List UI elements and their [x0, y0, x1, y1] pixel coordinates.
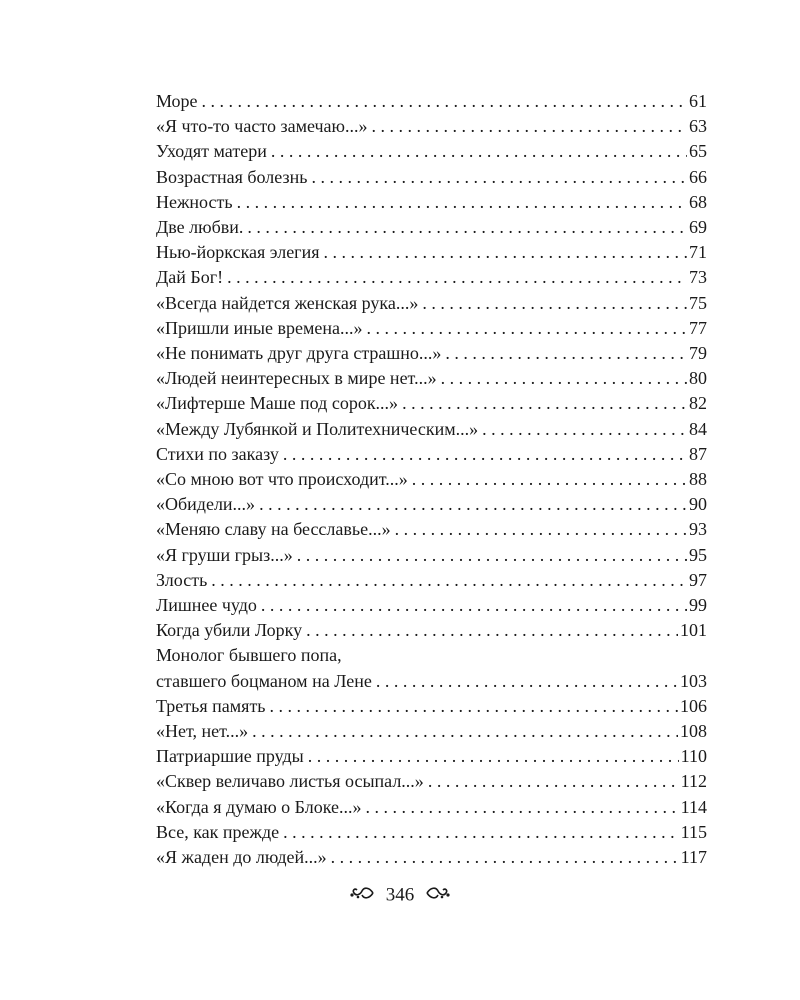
toc-entry-title: Лишнее чудо: [156, 595, 257, 616]
dot-leader: [252, 719, 678, 744]
dot-leader: [270, 694, 678, 719]
dot-leader: [237, 190, 687, 215]
dot-leader: [202, 89, 687, 114]
toc-entry: [156, 215, 707, 240]
dot-leader: [283, 442, 687, 467]
toc-entry-page: 97: [689, 569, 707, 590]
toc-entry-title: «Лифтерше Маше под сорок...»: [156, 393, 399, 414]
toc-entry-page: 63: [689, 116, 707, 137]
toc-entry: [156, 820, 707, 845]
toc-entry-title-line2: ставшего боцманом на Лене: [156, 670, 372, 691]
toc-entry-page: 93: [689, 519, 707, 540]
toc-entry-page: 71: [689, 242, 707, 263]
toc-entry-page: 77: [689, 317, 707, 338]
toc-entry-page: 101: [680, 620, 707, 641]
toc-entry-title: «Когда я думаю о Блоке...»: [156, 796, 362, 817]
toc-entry: [156, 316, 707, 341]
toc-entry-title: «Со мною вот что происходит...»: [156, 469, 408, 490]
dot-leader: [323, 240, 687, 265]
toc-entry: [156, 89, 707, 114]
toc-entry-page: 99: [689, 595, 707, 616]
toc-entry-title: Уходят матери: [156, 141, 267, 162]
toc-entry-page: 106: [680, 695, 707, 716]
toc-entry: [156, 265, 707, 290]
toc-entry-page: 88: [689, 469, 707, 490]
page-footer: [0, 884, 800, 907]
toc-entry-page: 103: [680, 670, 707, 691]
toc-entry-title: «Я груши грыз...»: [156, 544, 293, 565]
toc-entry-title: «Между Лубянкой и Политехническим...»: [156, 418, 479, 439]
dot-leader: [283, 820, 679, 845]
toc-entry: [156, 190, 707, 215]
toc-entry-page: 87: [689, 443, 707, 464]
dot-leader: [331, 845, 679, 870]
toc-entry-page: 108: [680, 721, 707, 742]
toc-entry-title: «Меняю славу на бесславье...»: [156, 519, 391, 540]
dot-leader: [428, 769, 679, 794]
toc-entry-title: «Сквер величаво листья осыпал...»: [156, 771, 424, 792]
toc-entry-title: Стихи по заказу: [156, 443, 279, 464]
toc-entry-title: [156, 643, 372, 693]
toc-entry: [156, 442, 707, 467]
toc-entry: [156, 769, 707, 794]
toc-entry-title: Море: [156, 91, 198, 111]
page-number: 346: [385, 884, 415, 906]
toc-entry-title: «Я что-то часто замечаю...»: [156, 116, 368, 137]
toc-entry: [156, 391, 707, 416]
dot-leader: [311, 165, 687, 190]
dot-leader: [366, 795, 679, 820]
toc-entry-title-line1: Монолог бывшего попа,: [156, 645, 342, 666]
toc-entry-title: «Пришли иные времена...»: [156, 317, 363, 338]
toc-entry-page: 114: [680, 796, 707, 817]
toc-entry: [156, 417, 707, 442]
toc-entry: [156, 618, 707, 643]
ornament-flourish-left-icon: [349, 885, 375, 907]
toc-entry-title: «Нет, нет...»: [156, 721, 249, 742]
dot-leader: [402, 391, 687, 416]
ornament-flourish-right-icon: [425, 885, 451, 907]
toc-entry: [156, 719, 707, 744]
toc-entry-title: Патриаршие пруды: [156, 746, 304, 767]
toc-entry-title: «Не понимать друг друга страшно...»: [156, 343, 442, 364]
dot-leader: [261, 593, 687, 618]
toc-entry: [156, 543, 707, 568]
dot-leader: [445, 341, 687, 366]
toc-entry-page: 95: [689, 544, 707, 565]
dot-leader: [422, 291, 687, 316]
toc-entry-page: 110: [680, 746, 707, 767]
toc-entry-page: 117: [680, 847, 707, 868]
toc-entry: [156, 467, 707, 492]
toc-entry-page: 75: [689, 292, 707, 313]
dot-leader: [482, 417, 687, 442]
dot-leader: [441, 366, 687, 391]
toc-entry-title: «Обидели...»: [156, 494, 256, 515]
dot-leader: [259, 492, 687, 517]
toc-entry: [156, 845, 707, 870]
dot-leader: [366, 316, 687, 341]
toc-entry: [156, 341, 707, 366]
toc-entry: [156, 795, 707, 820]
toc-entry-page: 68: [689, 191, 707, 212]
toc-entry: [156, 240, 707, 265]
toc-entry: [156, 139, 707, 164]
toc-entry-page: 84: [689, 418, 707, 439]
toc-entry: [156, 643, 707, 693]
toc-entry-title: «Людей неинтересных в мире нет...»: [156, 368, 437, 389]
dot-leader: [395, 517, 687, 542]
toc-entry-page: 79: [689, 343, 707, 364]
toc-entry-title: «Я жаден до людей...»: [156, 847, 327, 868]
toc-entry-page: 73: [689, 267, 707, 288]
toc-entry: [156, 744, 707, 769]
dot-leader: [372, 114, 688, 139]
toc-entry: [156, 568, 707, 593]
dot-leader: [376, 669, 678, 694]
toc-entry-title: Две любви.: [156, 217, 244, 238]
toc-entry-page: 69: [689, 217, 707, 238]
toc-entry-page: 82: [689, 393, 707, 414]
toc-entry-title: «Всегда найдется женская рука...»: [156, 292, 419, 313]
toc-entry: [156, 492, 707, 517]
toc-entry-page: 90: [689, 494, 707, 515]
dot-leader: [271, 139, 687, 164]
dot-leader: [308, 744, 679, 769]
toc-entry: [156, 694, 707, 719]
toc-entry: [156, 165, 707, 190]
toc-entry-title: Нью-йоркская элегия: [156, 242, 320, 263]
toc-entry: [156, 366, 707, 391]
toc-entry-title: Когда убили Лорку: [156, 620, 303, 641]
toc-entry-page: 66: [689, 166, 707, 187]
table-of-contents: [156, 89, 707, 870]
toc-entry-title: Дай Бог!: [156, 267, 224, 288]
toc-entry-page: 65: [689, 141, 707, 162]
toc-entry: [156, 291, 707, 316]
toc-entry-title: Все, как прежде: [156, 821, 280, 842]
toc-entry-title: Злость: [156, 569, 208, 590]
toc-entry-title: Нежность: [156, 191, 233, 212]
toc-entry-page: 80: [689, 368, 707, 389]
dot-leader: [211, 568, 687, 593]
toc-entry: [156, 593, 707, 618]
toc-entry-page: 112: [680, 771, 707, 792]
toc-entry-page: 115: [680, 821, 707, 842]
dot-leader: [297, 543, 687, 568]
dot-leader: [306, 618, 678, 643]
dot-leader: [412, 467, 687, 492]
toc-entry-title: Возрастная болезнь: [156, 166, 308, 187]
toc-entry: [156, 517, 707, 542]
toc-entry-page: 61: [689, 91, 707, 111]
toc-entry: [156, 114, 707, 139]
toc-entry-title: Третья память: [156, 695, 266, 716]
dot-leader: [247, 215, 687, 240]
dot-leader: [227, 265, 687, 290]
